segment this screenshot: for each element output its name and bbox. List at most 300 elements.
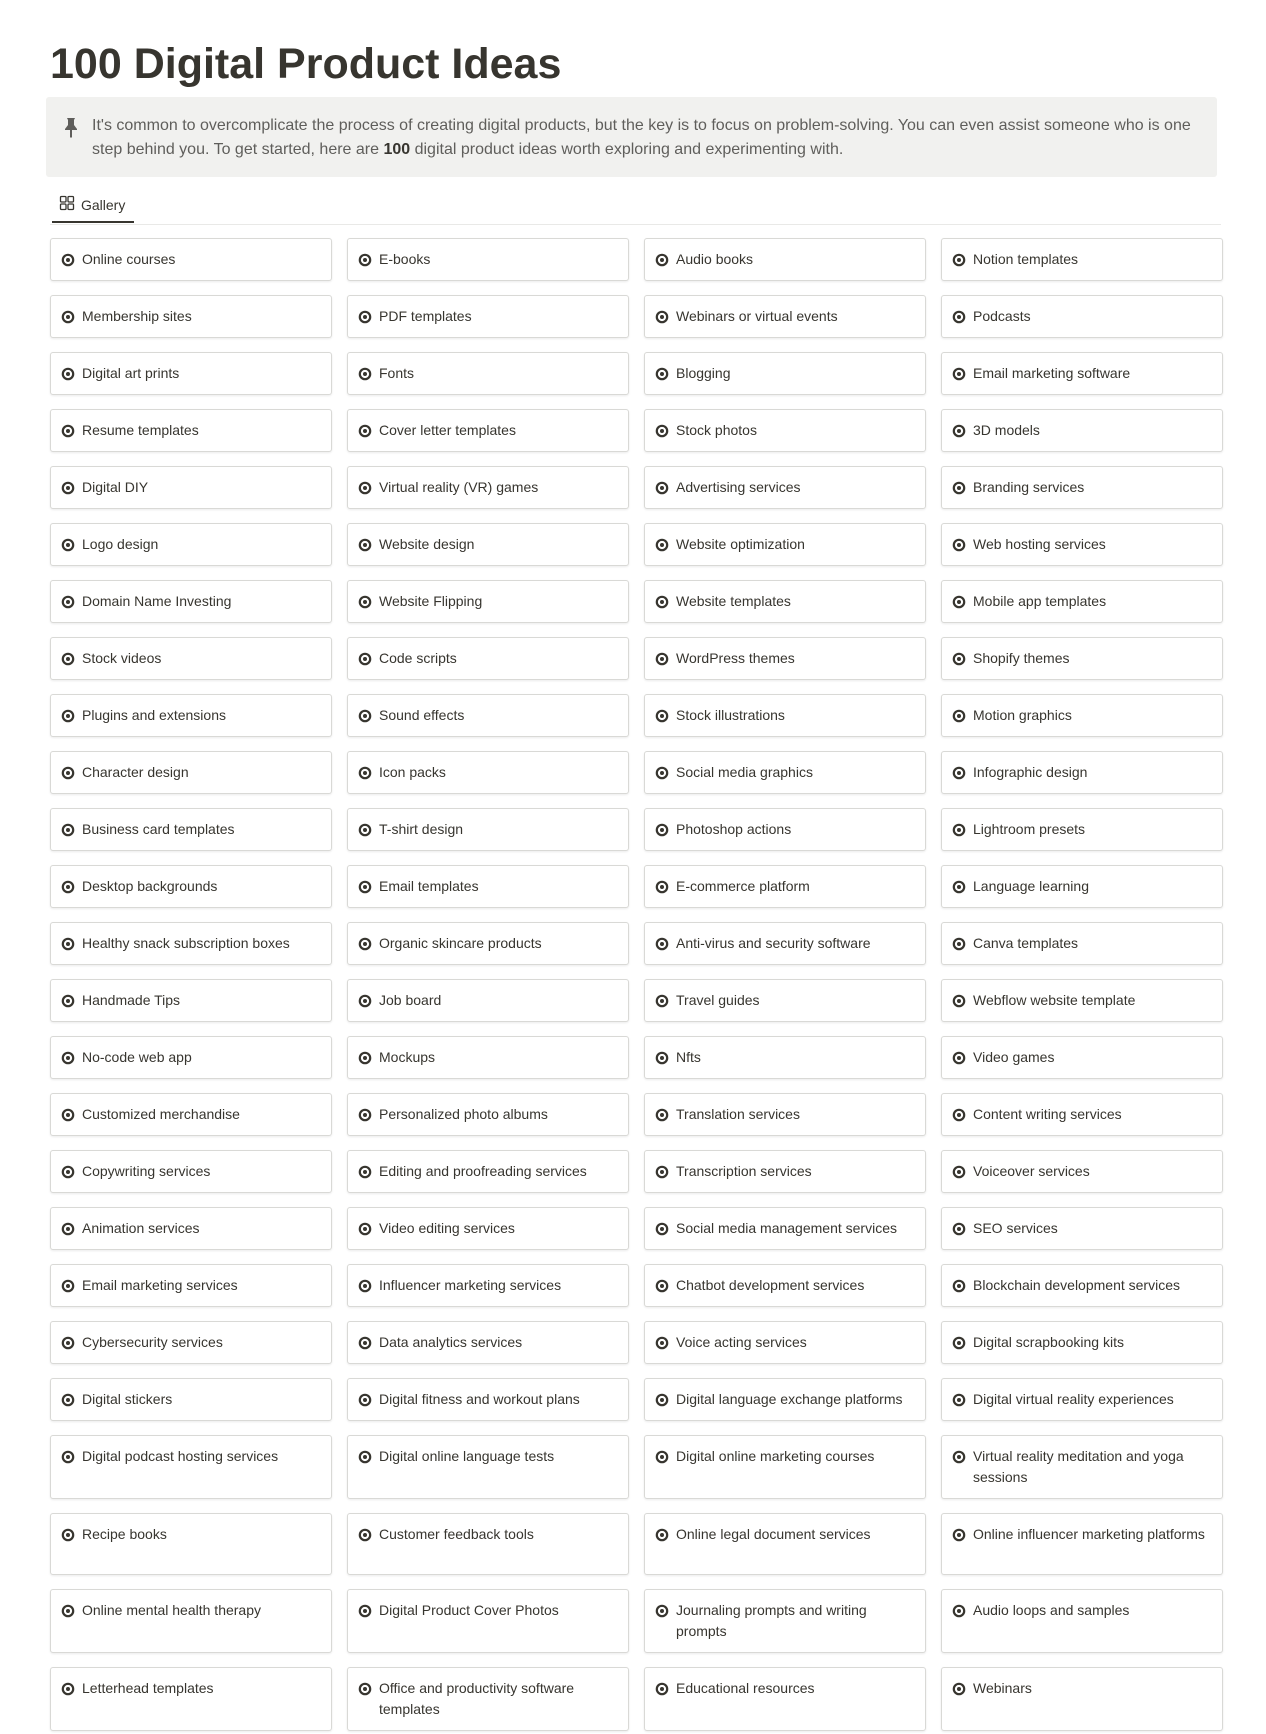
record-dot-icon (61, 1221, 75, 1235)
record-dot-icon (358, 1681, 372, 1695)
gallery-card-title: Desktop backgrounds (82, 878, 218, 894)
gallery-card-title: Anti-virus and security software (676, 935, 871, 951)
tab-gallery[interactable] (52, 188, 134, 223)
gallery-card-title: Email marketing services (82, 1277, 238, 1293)
gallery-card[interactable] (347, 1667, 629, 1731)
gallery-card[interactable] (347, 1513, 629, 1575)
gallery-card-title: Business card templates (82, 821, 235, 837)
record-dot-icon (358, 1603, 372, 1617)
gallery-card[interactable] (644, 1321, 926, 1364)
gallery-card-title: Data analytics services (379, 1334, 523, 1350)
record-dot-icon (952, 936, 966, 950)
record-dot-icon (655, 993, 669, 1007)
record-dot-icon (952, 765, 966, 779)
record-dot-icon (655, 822, 669, 836)
gallery-card-title: Online influencer marketing platforms (973, 1526, 1205, 1542)
gallery-card[interactable] (941, 352, 1223, 395)
gallery-card[interactable] (50, 865, 332, 908)
record-dot-icon (952, 879, 966, 893)
gallery-card[interactable] (347, 1150, 629, 1193)
gallery-card[interactable] (941, 1150, 1223, 1193)
record-dot-icon (358, 1050, 372, 1064)
gallery-card-title: Online legal document services (676, 1526, 871, 1542)
gallery-card[interactable] (941, 1667, 1223, 1731)
gallery-card[interactable] (347, 1435, 629, 1499)
gallery-card[interactable] (347, 523, 629, 566)
record-dot-icon (952, 1164, 966, 1178)
record-dot-icon (952, 1681, 966, 1695)
gallery-card-title: Blogging (676, 365, 731, 381)
record-dot-icon (358, 993, 372, 1007)
gallery-card-title: Digital art prints (82, 365, 180, 381)
record-dot-icon (655, 1335, 669, 1349)
gallery-card[interactable] (347, 751, 629, 794)
gallery-card[interactable] (941, 1036, 1223, 1079)
gallery-card[interactable] (347, 1589, 629, 1653)
gallery-card-title: WordPress themes (676, 650, 795, 666)
gallery-card[interactable] (941, 466, 1223, 509)
view-tabs (50, 188, 1221, 225)
record-dot-icon (61, 1164, 75, 1178)
gallery-card[interactable] (50, 238, 332, 281)
record-dot-icon (952, 309, 966, 323)
gallery-card-title: Chatbot development services (676, 1277, 865, 1293)
record-dot-icon (358, 1164, 372, 1178)
gallery-card[interactable] (644, 1513, 926, 1575)
gallery-icon (59, 195, 75, 214)
gallery-card-title: Fonts (379, 365, 415, 381)
gallery-card[interactable] (50, 751, 332, 794)
gallery-card[interactable] (347, 922, 629, 965)
gallery-card[interactable] (347, 979, 629, 1022)
record-dot-icon (61, 252, 75, 266)
gallery-card-title: Webflow website template (973, 992, 1136, 1008)
record-dot-icon (61, 1681, 75, 1695)
gallery-card[interactable] (644, 580, 926, 623)
gallery-card-title: Handmade Tips (82, 992, 181, 1008)
record-dot-icon (61, 936, 75, 950)
record-dot-icon (655, 1278, 669, 1292)
gallery-card-title: Webinars (973, 1680, 1032, 1696)
gallery-card[interactable] (941, 865, 1223, 908)
gallery-card-title: Digital language exchange platforms (676, 1391, 903, 1407)
record-dot-icon (952, 423, 966, 437)
gallery-card-title: E-commerce platform (676, 878, 810, 894)
gallery-card-title: Customer feedback tools (379, 1526, 534, 1542)
gallery-card[interactable] (941, 1435, 1223, 1499)
gallery-card-title: Character design (82, 764, 189, 780)
record-dot-icon (952, 1335, 966, 1349)
gallery-card[interactable] (50, 352, 332, 395)
record-dot-icon (655, 1603, 669, 1617)
gallery-card-title: Audio loops and samples (973, 1602, 1130, 1618)
gallery-card[interactable] (50, 1435, 332, 1499)
gallery-card-title: Photoshop actions (676, 821, 792, 837)
gallery-card-title: Sound effects (379, 707, 465, 723)
gallery-card-title: Digital scrapbooking kits (973, 1334, 1124, 1350)
record-dot-icon (61, 423, 75, 437)
gallery-card[interactable] (941, 808, 1223, 851)
record-dot-icon (952, 708, 966, 722)
record-dot-icon (952, 1050, 966, 1064)
gallery-card-title: Virtual reality meditation and yoga sessions (973, 1448, 1184, 1485)
gallery-card[interactable] (50, 1321, 332, 1364)
gallery-card[interactable] (644, 1378, 926, 1421)
record-dot-icon (61, 366, 75, 380)
record-dot-icon (655, 1050, 669, 1064)
gallery-card-title: Cybersecurity services (82, 1334, 223, 1350)
record-dot-icon (61, 480, 75, 494)
record-dot-icon (358, 1449, 372, 1463)
record-dot-icon (952, 1278, 966, 1292)
gallery-card[interactable] (941, 580, 1223, 623)
record-dot-icon (61, 537, 75, 551)
gallery-card[interactable] (941, 1093, 1223, 1136)
record-dot-icon (61, 1050, 75, 1064)
gallery-card-title: Plugins and extensions (82, 707, 226, 723)
callout-text-part: It's common to overcomplicate the process of creating digital products, but the key is to focus on problem-solving. You can even assist someone who is one step behind you. To get started, here are (92, 117, 1191, 158)
callout (46, 97, 1217, 177)
record-dot-icon (952, 537, 966, 551)
gallery-card[interactable] (50, 1378, 332, 1421)
gallery-card-title: SEO services (973, 1220, 1058, 1236)
record-dot-icon (655, 309, 669, 323)
gallery-card[interactable] (941, 979, 1223, 1022)
gallery-card-title: Copywriting services (82, 1163, 211, 1179)
gallery-card[interactable] (347, 808, 629, 851)
record-dot-icon (61, 1392, 75, 1406)
gallery-card-title: Job board (379, 992, 442, 1008)
gallery-card[interactable] (50, 1589, 332, 1653)
page-title: 100 Digital Product Ideas (50, 40, 562, 88)
gallery-card[interactable] (941, 751, 1223, 794)
gallery-card-title: Nfts (676, 1049, 701, 1065)
gallery-card[interactable] (347, 352, 629, 395)
gallery-card-title: Video editing services (379, 1220, 515, 1236)
record-dot-icon (655, 936, 669, 950)
record-dot-icon (952, 480, 966, 494)
record-dot-icon (61, 1449, 75, 1463)
gallery-card-title: Website templates (676, 593, 791, 609)
gallery-card-title: Personalized photo albums (379, 1106, 548, 1122)
gallery-card[interactable] (50, 1667, 332, 1731)
gallery-card-title: Website Flipping (379, 593, 483, 609)
gallery-card-title: Canva templates (973, 935, 1079, 951)
gallery-card-title: Translation services (676, 1106, 800, 1122)
record-dot-icon (655, 1107, 669, 1121)
gallery-card[interactable] (941, 922, 1223, 965)
gallery-card-title: Letterhead templates (82, 1680, 214, 1696)
gallery-card[interactable] (50, 409, 332, 452)
gallery-card-title: Digital virtual reality experiences (973, 1391, 1174, 1407)
record-dot-icon (952, 1392, 966, 1406)
record-dot-icon (655, 252, 669, 266)
record-dot-icon (655, 1221, 669, 1235)
record-dot-icon (358, 366, 372, 380)
gallery-card-title: Transcription services (676, 1163, 812, 1179)
gallery-card[interactable] (644, 808, 926, 851)
gallery-card[interactable] (347, 1093, 629, 1136)
gallery-card[interactable] (347, 238, 629, 281)
record-dot-icon (61, 765, 75, 779)
gallery-card[interactable] (644, 865, 926, 908)
gallery-card[interactable] (50, 808, 332, 851)
gallery-card-title: Infographic design (973, 764, 1088, 780)
record-dot-icon (655, 765, 669, 779)
gallery-card[interactable] (50, 295, 332, 338)
record-dot-icon (655, 708, 669, 722)
record-dot-icon (655, 423, 669, 437)
gallery-card-title: Notion templates (973, 251, 1079, 267)
record-dot-icon (61, 1527, 75, 1541)
gallery-card-title: Educational resources (676, 1680, 815, 1696)
gallery-card-title: Organic skincare products (379, 935, 542, 951)
record-dot-icon (358, 594, 372, 608)
record-dot-icon (358, 708, 372, 722)
gallery-card[interactable] (644, 637, 926, 680)
gallery-card-title: Voiceover services (973, 1163, 1090, 1179)
record-dot-icon (358, 1107, 372, 1121)
gallery-card[interactable] (644, 1667, 926, 1731)
gallery-card[interactable] (347, 637, 629, 680)
gallery-card-title: Email marketing software (973, 365, 1131, 381)
gallery-card-title: Mockups (379, 1049, 436, 1065)
gallery-card[interactable] (644, 1093, 926, 1136)
gallery-card[interactable] (644, 694, 926, 737)
record-dot-icon (61, 879, 75, 893)
record-dot-icon (952, 1603, 966, 1617)
gallery-card[interactable] (50, 1036, 332, 1079)
record-dot-icon (61, 993, 75, 1007)
record-dot-icon (358, 879, 372, 893)
record-dot-icon (61, 309, 75, 323)
gallery-card[interactable] (644, 922, 926, 965)
gallery-card[interactable] (347, 1264, 629, 1307)
gallery-card[interactable] (644, 751, 926, 794)
gallery-card[interactable] (644, 466, 926, 509)
gallery-card[interactable] (50, 466, 332, 509)
record-dot-icon (358, 765, 372, 779)
record-dot-icon (655, 480, 669, 494)
record-dot-icon (655, 651, 669, 665)
gallery-card[interactable] (644, 352, 926, 395)
gallery-card-title: PDF templates (379, 308, 472, 324)
gallery-card-title: Audio books (676, 251, 754, 267)
gallery-card-title: Office and productivity software templates (379, 1680, 575, 1717)
record-dot-icon (61, 651, 75, 665)
gallery-card-title: Language learning (973, 878, 1089, 894)
gallery-card[interactable] (941, 1321, 1223, 1364)
gallery-card[interactable] (50, 1207, 332, 1250)
gallery-card[interactable] (50, 1150, 332, 1193)
gallery-card[interactable] (347, 1378, 629, 1421)
gallery-card-title: Shopify themes (973, 650, 1070, 666)
gallery-card[interactable] (347, 580, 629, 623)
record-dot-icon (952, 822, 966, 836)
gallery-card[interactable] (347, 466, 629, 509)
gallery-card-title: Branding services (973, 479, 1085, 495)
record-dot-icon (358, 1221, 372, 1235)
tab-gallery-label: Gallery (81, 196, 126, 213)
gallery-card-title: Website optimization (676, 536, 805, 552)
gallery-card[interactable] (644, 1264, 926, 1307)
gallery-card[interactable] (941, 1264, 1223, 1307)
gallery-card-title: Stock photos (676, 422, 757, 438)
gallery-card-title: Cover letter templates (379, 422, 516, 438)
gallery-card-title: Digital podcast hosting services (82, 1448, 279, 1464)
gallery-card-title: Healthy snack subscription boxes (82, 935, 290, 951)
record-dot-icon (655, 594, 669, 608)
gallery-card[interactable] (50, 580, 332, 623)
gallery-card-title: Email templates (379, 878, 479, 894)
gallery-card-title: Podcasts (973, 308, 1031, 324)
gallery-card-title: Stock illustrations (676, 707, 785, 723)
record-dot-icon (358, 423, 372, 437)
record-dot-icon (655, 1392, 669, 1406)
gallery-card-title: Online mental health therapy (82, 1602, 261, 1618)
gallery-card-title: Digital stickers (82, 1391, 173, 1407)
gallery-card[interactable] (644, 238, 926, 281)
record-dot-icon (952, 594, 966, 608)
gallery-card[interactable] (347, 865, 629, 908)
gallery-card-title: Icon packs (379, 764, 446, 780)
pin-icon (60, 115, 82, 139)
record-dot-icon (61, 822, 75, 836)
gallery-card-title: Logo design (82, 536, 159, 552)
gallery-card[interactable] (941, 1589, 1223, 1653)
gallery-card-title: Editing and proofreading services (379, 1163, 587, 1179)
gallery-card-title: Recipe books (82, 1526, 167, 1542)
gallery-card[interactable] (644, 1589, 926, 1653)
gallery-card[interactable] (941, 694, 1223, 737)
gallery-card[interactable] (644, 295, 926, 338)
gallery-card-title: Voice acting services (676, 1334, 807, 1350)
record-dot-icon (358, 651, 372, 665)
gallery-card-title: Stock videos (82, 650, 162, 666)
gallery-card[interactable] (347, 1036, 629, 1079)
gallery-card[interactable] (644, 523, 926, 566)
gallery-card[interactable] (347, 694, 629, 737)
gallery-card-title: Video games (973, 1049, 1055, 1065)
gallery-card[interactable] (941, 637, 1223, 680)
gallery-card-title: Virtual reality (VR) games (379, 479, 539, 495)
gallery-card[interactable] (50, 1093, 332, 1136)
gallery-card[interactable] (347, 1207, 629, 1250)
gallery-card-title: Influencer marketing services (379, 1277, 562, 1293)
record-dot-icon (655, 879, 669, 893)
gallery-card-title: Digital fitness and workout plans (379, 1391, 580, 1407)
record-dot-icon (655, 537, 669, 551)
gallery-card[interactable] (50, 1264, 332, 1307)
gallery-card[interactable] (941, 238, 1223, 281)
gallery-card[interactable] (941, 523, 1223, 566)
gallery-card-title: Blockchain development services (973, 1277, 1180, 1293)
gallery-card[interactable] (644, 1036, 926, 1079)
record-dot-icon (61, 1107, 75, 1121)
gallery-card[interactable] (941, 295, 1223, 338)
record-dot-icon (952, 1449, 966, 1463)
gallery-card-title: Domain Name Investing (82, 593, 232, 609)
gallery-card-title: Animation services (82, 1220, 200, 1236)
gallery-card-title: Travel guides (676, 992, 760, 1008)
record-dot-icon (952, 252, 966, 266)
record-dot-icon (61, 1603, 75, 1617)
gallery-card-title: Web hosting services (973, 536, 1106, 552)
record-dot-icon (358, 480, 372, 494)
gallery-card[interactable] (50, 979, 332, 1022)
gallery-card-title: E-books (379, 251, 431, 267)
gallery-card[interactable] (50, 922, 332, 965)
gallery-card[interactable] (644, 1150, 926, 1193)
record-dot-icon (61, 1335, 75, 1349)
gallery-card[interactable] (50, 1513, 332, 1575)
gallery-card[interactable] (50, 637, 332, 680)
record-dot-icon (952, 1527, 966, 1541)
gallery-card-title: Digital online marketing courses (676, 1448, 875, 1464)
gallery-card-title: Webinars or virtual events (676, 308, 838, 324)
record-dot-icon (358, 252, 372, 266)
record-dot-icon (358, 1527, 372, 1541)
gallery-card[interactable] (941, 1378, 1223, 1421)
gallery-card-title: Resume templates (82, 422, 199, 438)
record-dot-icon (952, 366, 966, 380)
record-dot-icon (952, 993, 966, 1007)
record-dot-icon (61, 1278, 75, 1292)
record-dot-icon (358, 1392, 372, 1406)
gallery-card-title: Online courses (82, 251, 176, 267)
gallery-card-title: Motion graphics (973, 707, 1072, 723)
record-dot-icon (358, 309, 372, 323)
callout-text-part: digital product ideas worth exploring and experimenting with. (410, 141, 844, 158)
record-dot-icon (358, 822, 372, 836)
gallery-card-title: Digital Product Cover Photos (379, 1602, 559, 1618)
gallery-card[interactable] (644, 409, 926, 452)
gallery-card[interactable] (941, 1207, 1223, 1250)
gallery-grid (50, 238, 1224, 1731)
gallery-card[interactable] (941, 1513, 1223, 1575)
callout-text (92, 114, 1204, 162)
gallery-card-title: Digital online language tests (379, 1448, 555, 1464)
gallery-card[interactable] (644, 1207, 926, 1250)
gallery-card[interactable] (941, 409, 1223, 452)
gallery-card-title: Mobile app templates (973, 593, 1107, 609)
gallery-card-title: Social media management services (676, 1220, 897, 1236)
gallery-card-title: Social media graphics (676, 764, 813, 780)
gallery-card[interactable] (347, 1321, 629, 1364)
gallery-card-title: Lightroom presets (973, 821, 1086, 837)
gallery-card[interactable] (644, 979, 926, 1022)
gallery-card-title: Customized merchandise (82, 1106, 240, 1122)
record-dot-icon (655, 1527, 669, 1541)
record-dot-icon (358, 537, 372, 551)
gallery-card-title: Digital DIY (82, 479, 149, 495)
gallery-card[interactable] (347, 409, 629, 452)
gallery-card[interactable] (50, 523, 332, 566)
gallery-card[interactable] (50, 694, 332, 737)
record-dot-icon (655, 1164, 669, 1178)
gallery-card[interactable] (347, 295, 629, 338)
gallery-card-title: Content writing services (973, 1106, 1122, 1122)
gallery-card-title: Advertising services (676, 479, 801, 495)
record-dot-icon (655, 1681, 669, 1695)
gallery-card-title: Code scripts (379, 650, 457, 666)
record-dot-icon (952, 1107, 966, 1121)
record-dot-icon (655, 366, 669, 380)
gallery-card-title: Membership sites (82, 308, 192, 324)
callout-text-bold: 100 (383, 141, 411, 158)
gallery-card-title: T-shirt design (379, 821, 464, 837)
gallery-card[interactable] (644, 1435, 926, 1499)
